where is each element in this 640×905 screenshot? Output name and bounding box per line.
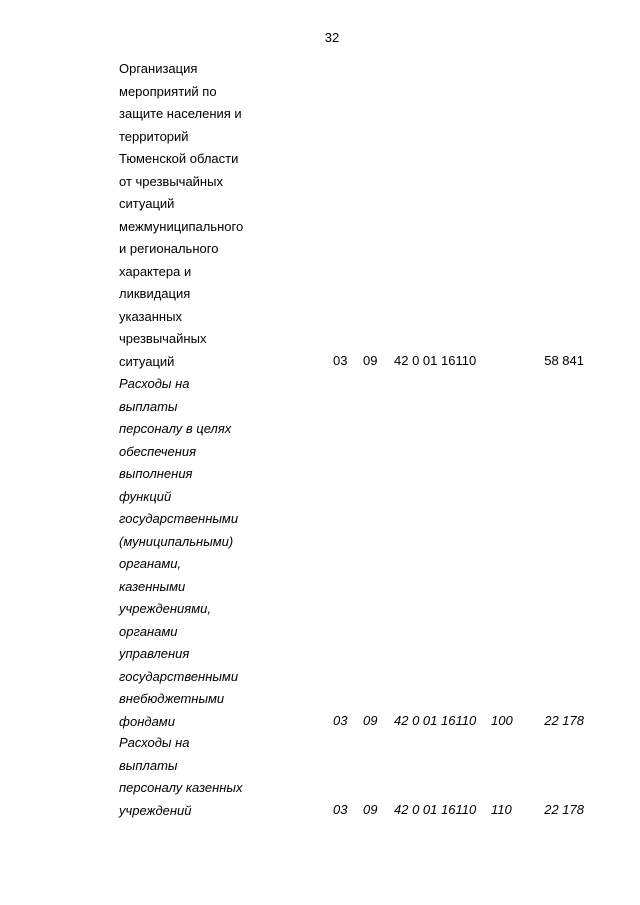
- description-line: учреждений: [119, 802, 192, 818]
- description-line: выплаты: [119, 398, 178, 414]
- description-line: от чрезвычайных: [119, 173, 223, 189]
- row-description: [119, 732, 249, 822]
- section-code: 03: [333, 802, 348, 817]
- description-line: органами,: [119, 556, 182, 571]
- description-line: государственными: [119, 668, 239, 684]
- target-article-code: 42 0 01 16110: [394, 713, 477, 728]
- description-line: территорий: [119, 128, 189, 144]
- description-line: чрезвычайных: [119, 331, 207, 346]
- description-line: защите населения и: [119, 106, 242, 121]
- description-line: Расходы на: [119, 735, 190, 750]
- page-number: 32: [324, 30, 340, 45]
- target-article-code: 42 0 01 16110: [394, 802, 477, 817]
- description-line: фондами: [119, 713, 175, 729]
- description-line: ситуаций: [119, 196, 175, 211]
- section-code: 03: [333, 353, 348, 368]
- description-line: обеспечения: [119, 443, 197, 459]
- description-line: выплаты: [119, 757, 178, 773]
- description-line: ситуаций: [119, 353, 175, 369]
- description-line: Расходы на: [119, 376, 190, 391]
- description-line: характера и: [119, 263, 192, 279]
- description-line: функций: [119, 488, 172, 504]
- target-article-code: 42 0 01 16110: [394, 353, 477, 368]
- description-line: государственными: [119, 511, 239, 526]
- description-line: ликвидация: [119, 286, 191, 301]
- description-line: межмуниципального: [119, 218, 244, 234]
- subsection-code: 09: [363, 802, 378, 817]
- description-line: и регионального: [119, 241, 219, 256]
- expense-type-code: 110: [491, 802, 512, 817]
- description-line: мероприятий по: [119, 83, 217, 99]
- amount: 22 178: [544, 802, 584, 817]
- description-line: персоналу в целях: [119, 421, 232, 436]
- row-description: [119, 58, 249, 373]
- description-line: учреждениями,: [119, 601, 211, 616]
- description-line: внебюджетными: [119, 691, 225, 706]
- description-line: Организация: [119, 61, 198, 76]
- subsection-code: 09: [363, 713, 378, 728]
- description-line: управления: [119, 646, 190, 661]
- amount: 58 841: [544, 353, 584, 368]
- description-line: выполнения: [119, 466, 193, 481]
- description-line: органами: [119, 623, 178, 639]
- description-line: указанных: [119, 308, 182, 324]
- amount: 22 178: [544, 713, 584, 728]
- description-line: (муниципальными): [119, 533, 234, 549]
- description-line: Тюменской области: [119, 151, 239, 166]
- subsection-code: 09: [363, 353, 378, 368]
- description-line: персоналу казенных: [119, 780, 243, 795]
- row-description: [119, 373, 249, 733]
- expense-type-code: 100: [491, 713, 513, 728]
- description-line: казенными: [119, 578, 186, 594]
- section-code: 03: [333, 713, 348, 728]
